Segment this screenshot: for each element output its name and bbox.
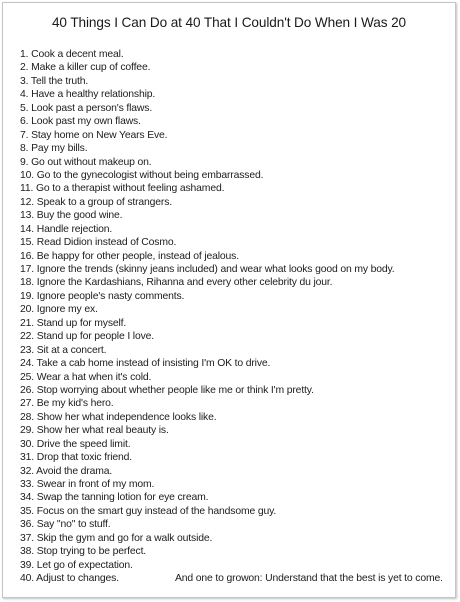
- list-item: 40. Adjust to changes.: [20, 573, 119, 585]
- list-item: 9. Go out without makeup on.: [20, 156, 152, 168]
- list-item: 38. Stop trying to be perfect.: [20, 546, 147, 558]
- list-item: 14. Handle rejection.: [20, 223, 113, 235]
- list-item: 27. Be my kid's hero.: [20, 398, 114, 410]
- list-item: 39. Let go of expectation.: [20, 559, 133, 571]
- list-item: 23. Sit at a concert.: [20, 344, 107, 356]
- list-item: 8. Pay my bills.: [20, 143, 88, 155]
- list-item: 33. Swear in front of my mom.: [20, 479, 155, 490]
- list-item: 19. Ignore people's nasty comments.: [20, 290, 185, 302]
- list-item: 11. Go to a therapist without feeling ashamed.: [20, 183, 225, 195]
- list-item: 1. Cook a decent meal.: [20, 49, 124, 60]
- list-item: 36. Say "no" to stuff.: [20, 519, 111, 531]
- list-item: 18. Ignore the Kardashians, Rihanna and every other celebrity du jour.: [20, 277, 333, 289]
- list-item: 20. Ignore my ex.: [20, 304, 98, 316]
- list-item: 32. Avoid the drama.: [20, 465, 113, 477]
- list-item: 30. Drive the speed limit.: [20, 438, 131, 450]
- list-item: 13. Buy the good wine.: [20, 210, 123, 222]
- list-item: 17. Ignore the trends (skinny jeans included) and wear what looks good on my body.: [20, 264, 395, 275]
- list-item: 37. Skip the gym and go for a walk outside.: [20, 532, 213, 544]
- list-item: 29. Show her what real beauty is.: [20, 425, 169, 437]
- list-item: 35. Focus on the smart guy instead of the handsome guy.: [20, 505, 277, 517]
- list-item: 31. Drop that toxic friend.: [20, 452, 133, 464]
- list-item: 6. Look past my own flaws.: [20, 116, 141, 128]
- list-item: 26. Stop worrying about whether people like me or think I'm pretty.: [20, 384, 314, 396]
- list-item: 21. Stand up for myself.: [20, 317, 127, 329]
- list-item: 3. Tell the truth.: [20, 75, 89, 87]
- list-item: 24. Take a cab home instead of insisting I'm OK to drive.: [20, 358, 271, 370]
- list-item: 2. Make a killer cup of coffee.: [20, 62, 151, 74]
- list-item: 12. Speak to a group of strangers.: [20, 196, 173, 208]
- things-list: [20, 48, 395, 586]
- list-item: 22. Stand up for people I love.: [20, 331, 154, 343]
- list-item: 28. Show her what independence looks like.: [20, 411, 217, 423]
- list-item: 5. Look past a person's flaws.: [20, 102, 153, 114]
- list-item: 15. Read Didion instead of Cosmo.: [20, 237, 177, 249]
- document-page: [2, 2, 456, 598]
- list-item: 7. Stay home on New Years Eve.: [20, 129, 168, 141]
- list-item: 25. Wear a hat when it's cold.: [20, 371, 152, 383]
- page-title: 40 Things I Can Do at 40 That I Couldn't Do When I Was 20: [51, 15, 407, 30]
- list-item: 4. Have a healthy relationship.: [20, 89, 156, 101]
- list-item: 34. Swap the tanning lotion for eye cream.: [20, 492, 209, 504]
- closing-note: And one to growon: Understand that the best is yet to come.: [175, 573, 443, 584]
- list-item: 16. Be happy for other people, instead of jealous.: [20, 250, 239, 262]
- list-item: 10. Go to the gynecologist without being embarrassed.: [20, 169, 264, 181]
